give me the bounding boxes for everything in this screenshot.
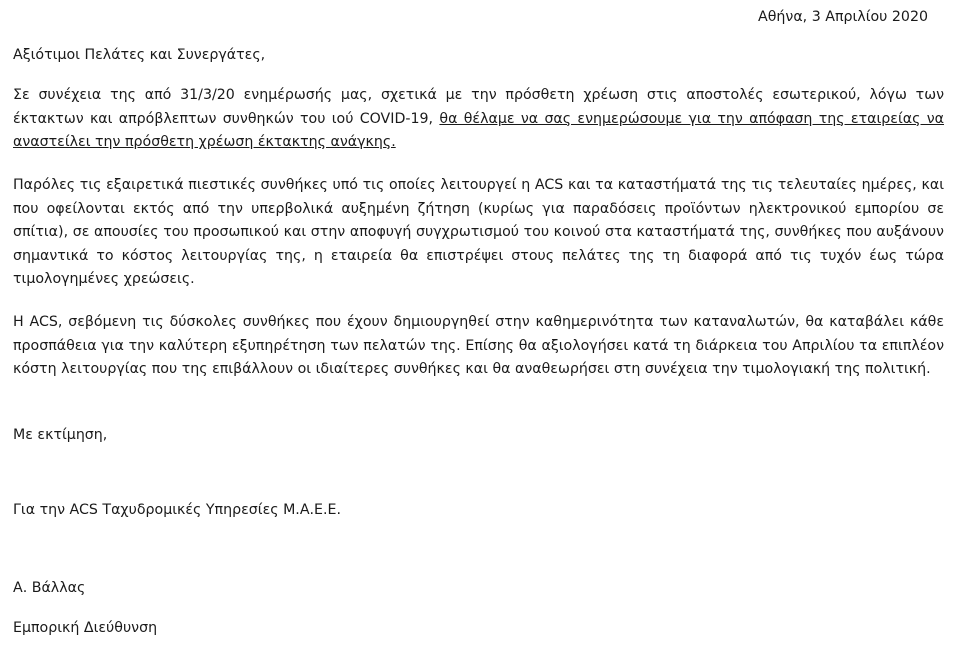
paragraph-intro-text: Σε συνέχεια της από 31/3/20 ενημέρωσής μας, σχετικά με την πρόσθετη χρέωση στις αποστολές εσωτερικού, λόγω των έκτακτων και απρόβλεπτων συνθηκών του ιού COVID-19, (13, 87, 944, 127)
letter-greeting: Αξιότιμοι Πελάτες και Συνεργάτες, (13, 47, 266, 63)
company-name: Για την ACS Ταχυδρομικές Υπηρεσίες Μ.Α.Ε.Ε. (13, 502, 341, 518)
letter-date: Αθήνα, 3 Απριλίου 2020 (758, 9, 928, 25)
paragraph-refund: Παρόλες τις εξαιρετικά πιεστικές συνθήκες υπό τις οποίες λειτουργεί η ACS και τα καταστήματά της τις τελευταίες ημέρες, και που οφείλονται εκτός από την υπερβολικά αυξημένη ζήτηση (κυρίως για παραδόσεις προϊόντων ηλεκτρονικού εμπορίου σε σπίτια), σε απουσίες του προσωπικού και στην αποφυγή συγχρωτισμού του κοινού στα καταστήματά της, συνθήκες που αυξάνουν σημαντικά το κόστος λειτουργίας της, η εταιρεία θα επιστρέψει στους πελάτες της τη διαφορά από τις τυχόν έως τώρα τιμολογημένες χρεώσεις. (13, 177, 944, 287)
letter-closing: Με εκτίμηση, (13, 427, 108, 443)
surcharge-suspension-notice: θα θέλαμε να σας ενημερώσουμε για την απόφαση της εταιρείας να αναστείλει την πρόσθετη χρέωση έκτακτης ανάγκης. (13, 110, 945, 150)
paragraph-pricing-review: Η ACS, σεβόμενη τις δύσκολες συνθήκες που έχουν δημιουργηθεί στην καθημερινότητα των καταναλωτών, θα καταβάλει κάθε προσπάθεια για την καλύτερη εξυπηρέτηση των πελατών της. Επίσης θα αξιολογήσει κατά τη διάρκεια του Απριλίου τα επιπλέον κόστη λειτουργίας που της επιβάλλουν οι ιδιαίτερες συνθήκες και θα αναθεωρήσει στη συνέχεια την τιμολογιακή της πολιτική. (13, 314, 944, 377)
paragraph-covid-surcharge (13, 84, 944, 155)
signer-name: Α. Βάλλας (13, 580, 86, 596)
signer-department: Εμπορική Διεύθυνση (13, 620, 158, 636)
